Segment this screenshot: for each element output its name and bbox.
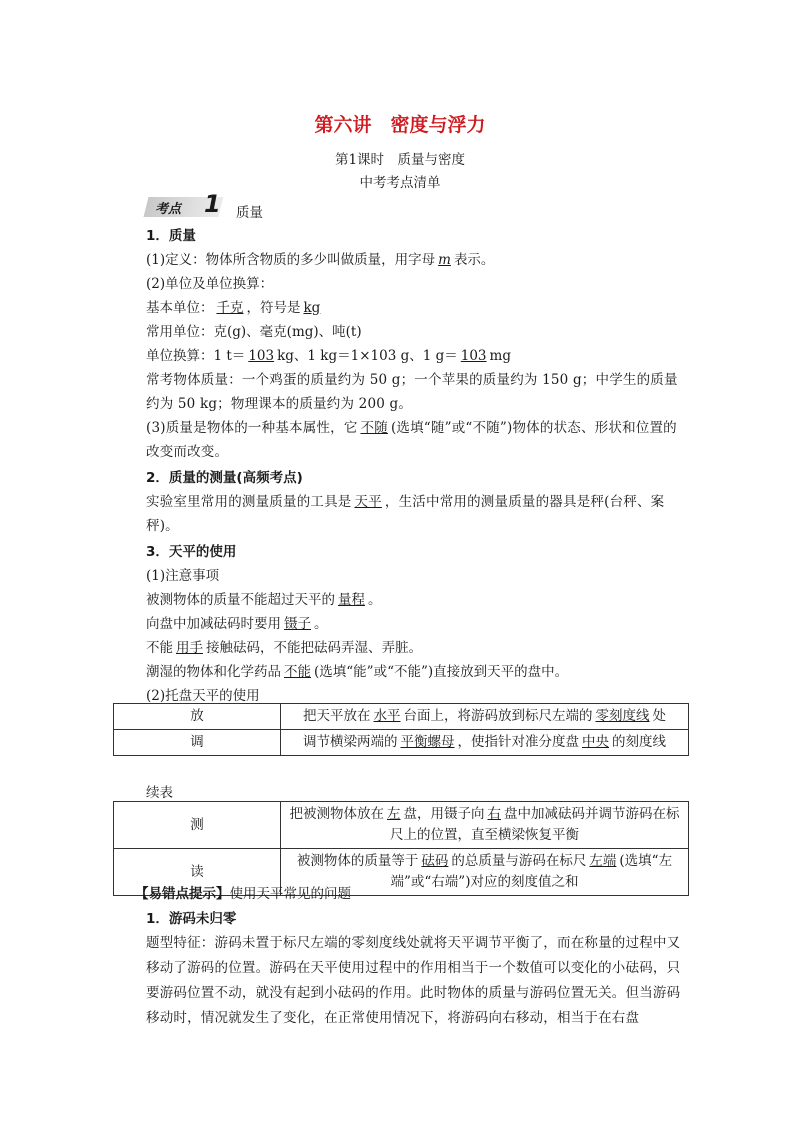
blank-answer: 用手 bbox=[176, 640, 203, 656]
blank-answer: kg bbox=[303, 300, 321, 316]
blank-answer: 天平 bbox=[354, 494, 382, 510]
section-2-heading: 2．质量的测量(高频考点) bbox=[146, 470, 303, 486]
table-description: 把天平放在 水平 台面上，将游码放到标尺左端的 零刻度线 处 bbox=[281, 704, 689, 730]
unit-heading: (2)单位及单位换算： bbox=[146, 276, 274, 292]
table-row bbox=[114, 704, 689, 730]
blank-answer: m bbox=[438, 252, 451, 268]
usage-heading: (2)托盘天平的使用 bbox=[146, 688, 260, 704]
note-3: 不能 用手 接触砝码，不能把砝码弄湿、弄脏。 bbox=[146, 640, 422, 656]
blank-answer: 镊子 bbox=[284, 616, 311, 632]
table-description: 调节横梁两端的 平衡螺母 ，使指针对准分度盘 中央 的刻度线 bbox=[281, 730, 689, 756]
property-paragraph: (3)质量是物体的一种基本属性，它 不随 (选填“随”或“不随”)物体的状态、形状和位置的改变而改变。 bbox=[146, 420, 677, 460]
table-description: 被测物体的质量等于 砝码 的总质量与游码在标尺 左端 (选填“左端”或“右端”)对应的刻度值之和 bbox=[281, 849, 689, 896]
blank-answer: 千克 bbox=[216, 300, 244, 316]
topic-label: 质量 bbox=[236, 205, 263, 221]
table-description: 把被测物体放在 左 盘，用镊子向 右 盘中加减砝码并调节游码在标尺上的位置，直至横梁恢复平衡 bbox=[281, 802, 689, 849]
common-unit-line: 常用单位：克(g)、毫克(mg)、吨(t) bbox=[146, 324, 362, 340]
blank-answer: 量程 bbox=[338, 592, 365, 608]
table-step: 测 bbox=[114, 802, 281, 849]
section-subtitle: 中考考点清单 bbox=[359, 175, 441, 191]
table-row bbox=[114, 730, 689, 756]
notes-heading: (1)注意事项 bbox=[146, 568, 220, 584]
continued-label: 续表 bbox=[146, 785, 173, 801]
page-title: 第六讲 密度与浮力 bbox=[314, 114, 486, 136]
note-2: 向盘中加减砝码时要用 镊子 。 bbox=[146, 616, 328, 632]
conversion-line: 单位换算：1 t＝ 103 kg、1 kg＝1×103 g、1 g＝ 103 mg bbox=[146, 348, 511, 364]
table-step: 放 bbox=[114, 704, 281, 730]
blank-answer: 103 bbox=[460, 348, 487, 364]
table-step: 读 bbox=[114, 849, 281, 896]
note-1: 被测物体的质量不能超过天平的 量程 。 bbox=[146, 592, 382, 608]
balance-usage-table bbox=[113, 703, 689, 756]
table-step: 调 bbox=[114, 730, 281, 756]
typical-mass-paragraph: 常考物体质量：一个鸡蛋的质量约为 50 g；一个苹果的质量约为 150 g；中学生的质量约为 50 kg；物理课本的质量约为 200 g。 bbox=[146, 372, 678, 412]
measuring-tool-paragraph: 实验室里常用的测量质量的工具是 天平 ，生活中常用的测量质量的器具是秤(台秤、案秤)。 bbox=[146, 494, 665, 534]
tip-heading: 【易错点提示】使用天平常见的问题 bbox=[135, 886, 351, 902]
topic-badge-text: 考点 bbox=[155, 202, 182, 217]
note-4: 潮湿的物体和化学药品 不能 (选填“能”或“不能”)直接放到天平的盘中。 bbox=[146, 664, 569, 680]
blank-answer: 不随 bbox=[360, 420, 388, 436]
tip-item-heading: 1．游码未归零 bbox=[146, 911, 237, 927]
topic-badge-number: 1 bbox=[204, 190, 221, 218]
definition-line: (1)定义：物体所含物质的多少叫做质量，用字母 m 表示。 bbox=[146, 252, 495, 268]
table-row bbox=[114, 802, 689, 849]
tip-paragraph: 题型特征：游码未置于标尺左端的零刻度线处就将天平调节平衡了，而在称量的过程中又移动了游码的位置。游码在天平使用过程中的作用相当于一个数值可以变化的小砝码，只要游码位置不动，就没有起到小砝码的作用。此时物体的质量与游码位置无关。但当游码移动时，情况就发生了变化，在正常使用情况下，将游码向右移动，相当于在右盘 bbox=[146, 935, 681, 1026]
tip-bracket: 【易错点提示】 bbox=[135, 886, 230, 902]
base-unit-line: 基本单位： 千克 ，符号是 kg bbox=[146, 296, 323, 316]
section-3-heading: 3．天平的使用 bbox=[146, 544, 237, 560]
section-1-heading: 1．质量 bbox=[146, 228, 196, 244]
blank-answer: 不能 bbox=[284, 664, 311, 680]
lesson-subtitle: 第1课时 质量与密度 bbox=[334, 152, 466, 168]
blank-answer: 103 bbox=[248, 348, 275, 364]
